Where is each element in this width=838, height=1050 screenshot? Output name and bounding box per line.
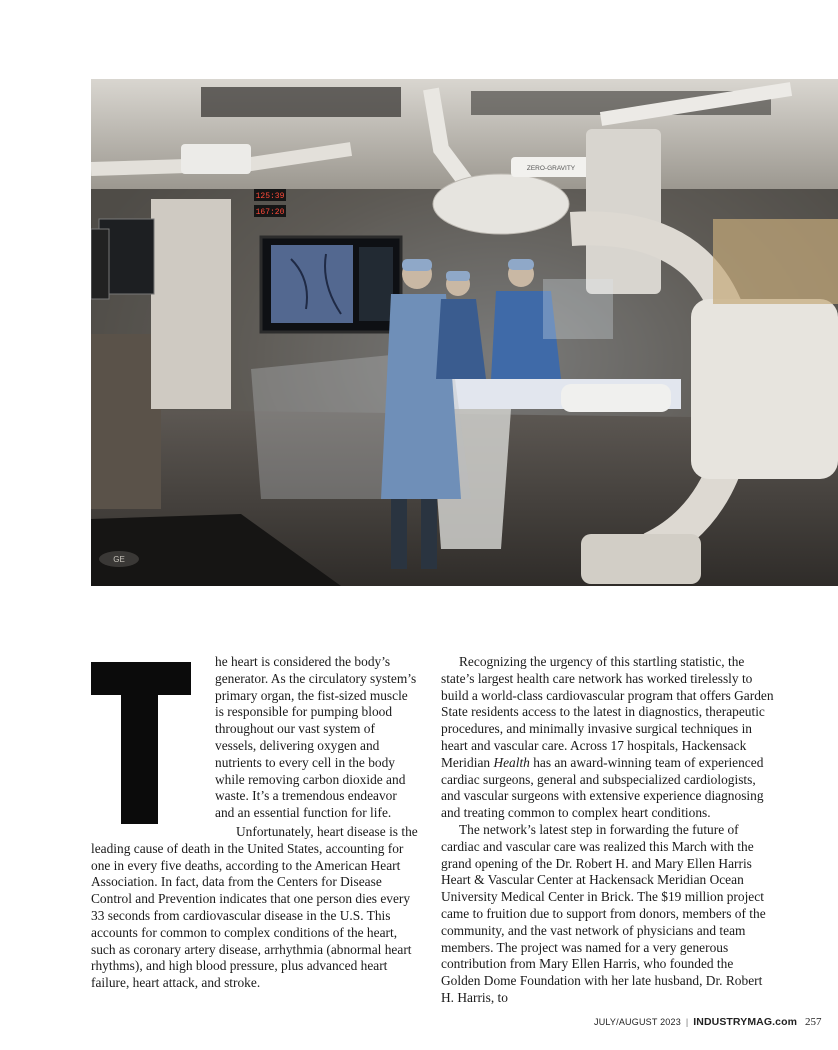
- article-paragraph: Unfortunately, heart disease is the leading cause of death in the United States, accounting for one in every five deaths, according to the American Heart Association. In fact, data from the Centers for Disease Control and Prevention indicates that one person dies every 33 seconds from cardiovascular disease in the U.S. This accounts for common to complex conditions of the heart, such as coronary artery disease, arrhythmia (abnormal heart rhythms), and high blood pressure, plus advanced heart failure, heart attack, and stroke.: [91, 824, 418, 991]
- drop-cap: [91, 662, 191, 824]
- ceiling-equipment: [181, 144, 251, 174]
- article-right-column: [441, 654, 775, 1007]
- c-arm-column: [586, 129, 661, 294]
- article-left-column: [91, 654, 418, 992]
- equipment-column: [151, 199, 231, 409]
- site-name: INDUSTRYMAG.com: [693, 1016, 798, 1028]
- svg-text:125:39: 125:39: [255, 192, 285, 201]
- x-ray-detector: [691, 299, 838, 479]
- operating-room-illustration: [91, 79, 838, 586]
- article-paragraph: he heart is considered the body’s generator. As the circulatory system’s primary organ, the fist-sized muscle is responsible for pumping blood throughout our vast system of vessels, delivering oxygen and nutrients to every cell in the body while removing carbon dioxide and waste. It’s a tremendous endeavor and an essential function for life.: [215, 654, 417, 821]
- issue-date: JULY/AUGUST 2023: [594, 1017, 681, 1027]
- article-paragraph: Recognizing the urgency of this startling statistic, the state’s largest health care network has worked tirelessly to build a world-class cardiovascular program that offers Garden State residents access to the latest in diagnostics, therapeutic procedures, and minimally invasive surgical techniques in heart and vascular care. Across 17 hospitals, Hackensack Meridian Health has an award-winning team of experienced cardiac surgeons, general and subspecialized cardiologists, and vascular surgeons with extensive experience diagnosing and treating common to complex heart conditions.: [441, 654, 774, 821]
- svg-text:ZERO-GRAVITY: ZERO-GRAVITY: [526, 165, 576, 172]
- article-paragraph: The network’s latest step in forwarding the future of cardiac and vascular care was realized this March with the grand opening of the Dr. Robert H. and Mary Ellen Harris Heart & Vascular Center at Hackensack Meridian Ocean University Medical Center in Brick. The $19 million project came to fruition due to support from donors, members of the community, and the vast network of physicians and team members. The project was named for a very generous contribution from Mary Ellen Harris, who founded the Golden Dome Foundation with her late husband, Dr. Robert H. Harris, to: [441, 821, 766, 1005]
- cabinet: [91, 334, 161, 509]
- svg-text:167:20: 167:20: [255, 208, 285, 217]
- page-footer: [594, 1015, 822, 1029]
- footer-separator: |: [685, 1017, 689, 1027]
- control-room-window: [713, 219, 838, 304]
- page-number: 257: [805, 1016, 822, 1028]
- svg-text:GE: GE: [113, 555, 125, 564]
- radiation-shield: [543, 279, 613, 339]
- pillow: [561, 384, 671, 412]
- operating-room-photo: [91, 79, 838, 586]
- surgical-lamp: [433, 174, 569, 234]
